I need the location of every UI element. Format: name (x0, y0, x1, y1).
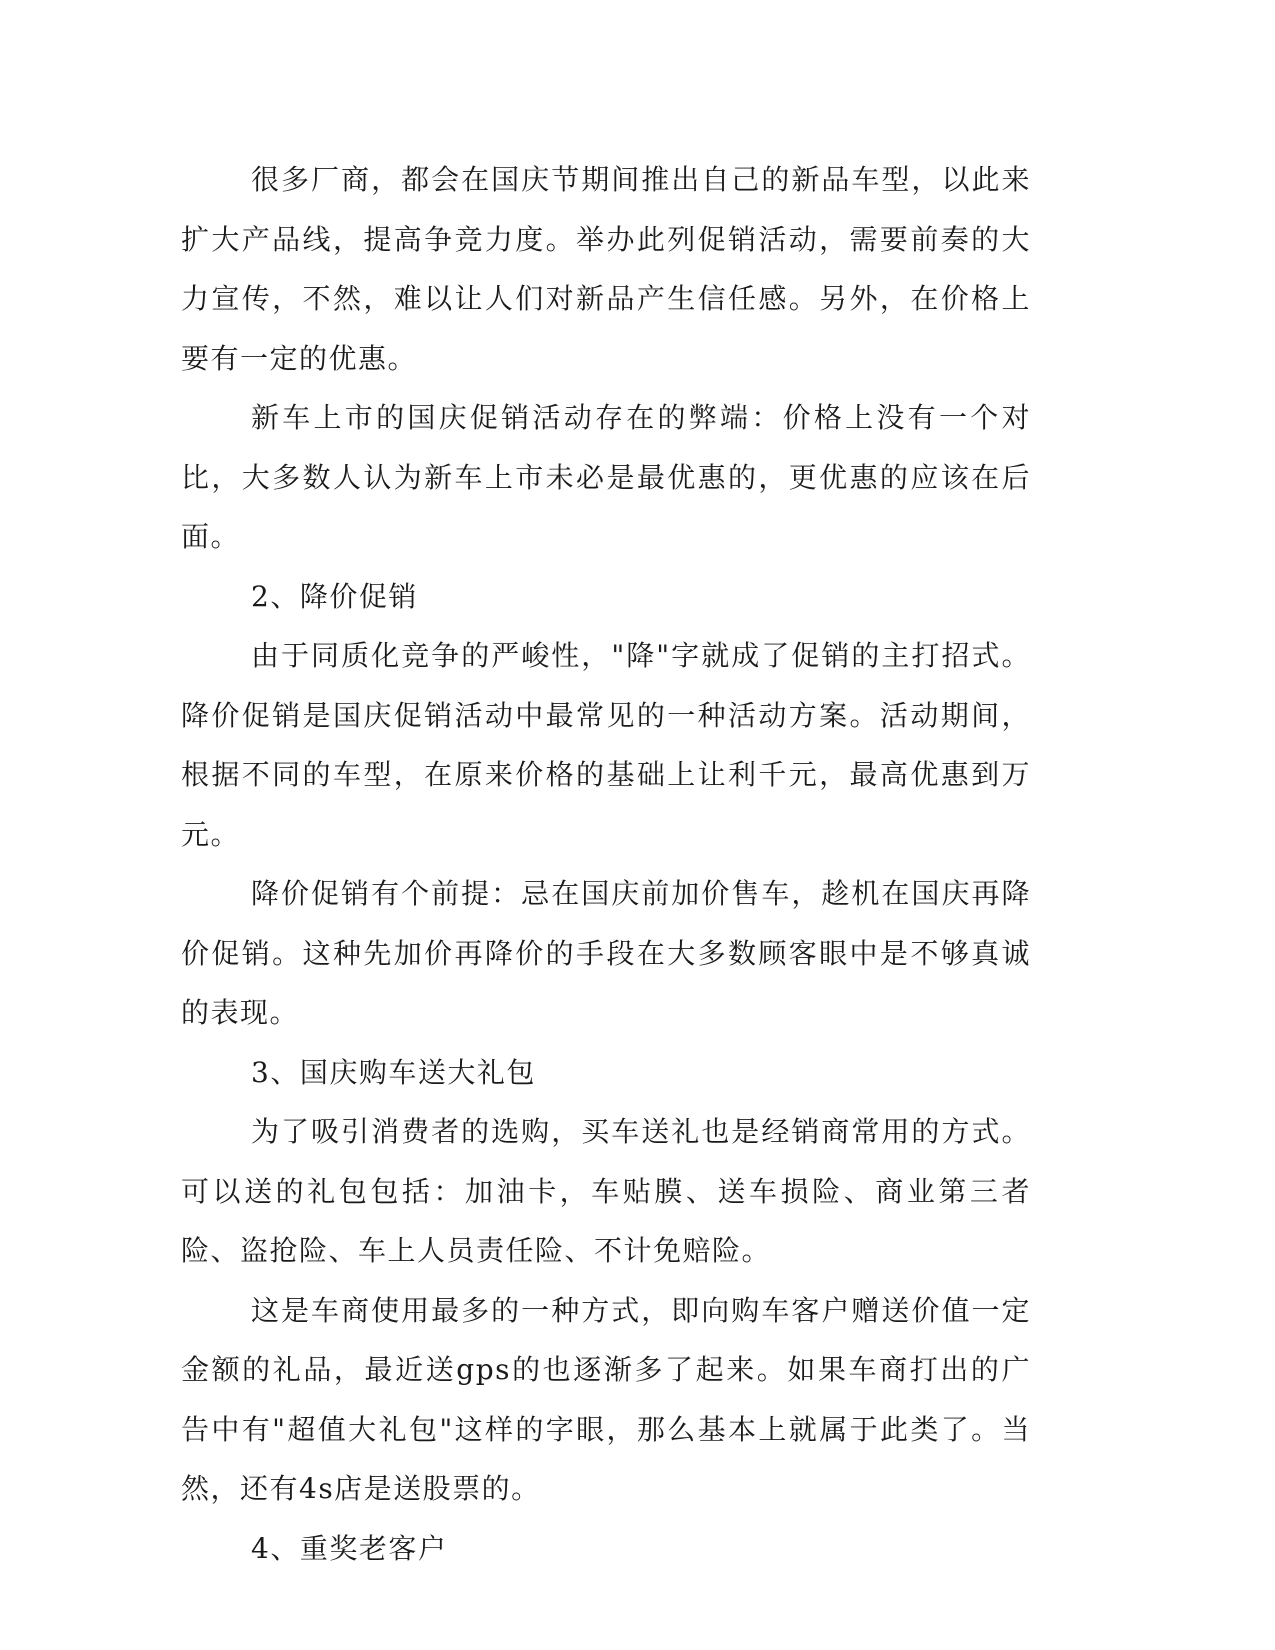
section-heading-reward-old-customers: 4、重奖老客户 (251, 1531, 448, 1565)
paragraph-price-cut-premise: 降价促销有个前提：忌在国庆前加价售车，趁机在国庆再降价促销。这种先加价再降价的手段在大多数顾客眼中是不够真诚的表现。 (181, 877, 1031, 1029)
section-heading-gift-package: 3、国庆购车送大礼包 (251, 1055, 536, 1089)
paragraph-price-cut-intro: 由于同质化竞争的严峻性，"降"字就成了促销的主打招式。降价促销是国庆促销活动中最常见的一种活动方案。活动期间，根据不同的车型，在原来价格的基础上让利千元，最高优惠到万元。 (181, 639, 1031, 851)
paragraph-gift-package-detail: 这是车商使用最多的一种方式，即向购车客户赠送价值一定金额的礼品，最近送gps的也逐渐多了起来。如果车商打出的广告中有"超值大礼包"这样的字眼，那么基本上就属于此类了。当然，还有4s店是送股票的。 (181, 1293, 1031, 1505)
document-page (181, 150, 1031, 1578)
section-heading-price-cut: 2、降价促销 (251, 579, 418, 613)
paragraph-new-model-drawback: 新车上市的国庆促销活动存在的弊端：价格上没有一个对比，大多数人认为新车上市未必是最优惠的，更优惠的应该在后面。 (181, 401, 1031, 553)
paragraph-new-model-promo: 很多厂商，都会在国庆节期间推出自己的新品车型，以此来扩大产品线，提高争竞力度。举办此列促销活动，需要前奏的大力宣传，不然，难以让人们对新品产生信任感。另外，在价格上要有一定的优惠。 (181, 163, 1031, 375)
paragraph-gift-package-list: 为了吸引消费者的选购，买车送礼也是经销商常用的方式。可以送的礼包包括：加油卡，车贴膜、送车损险、商业第三者险、盗抢险、车上人员责任险、不计免赔险。 (181, 1115, 1031, 1267)
